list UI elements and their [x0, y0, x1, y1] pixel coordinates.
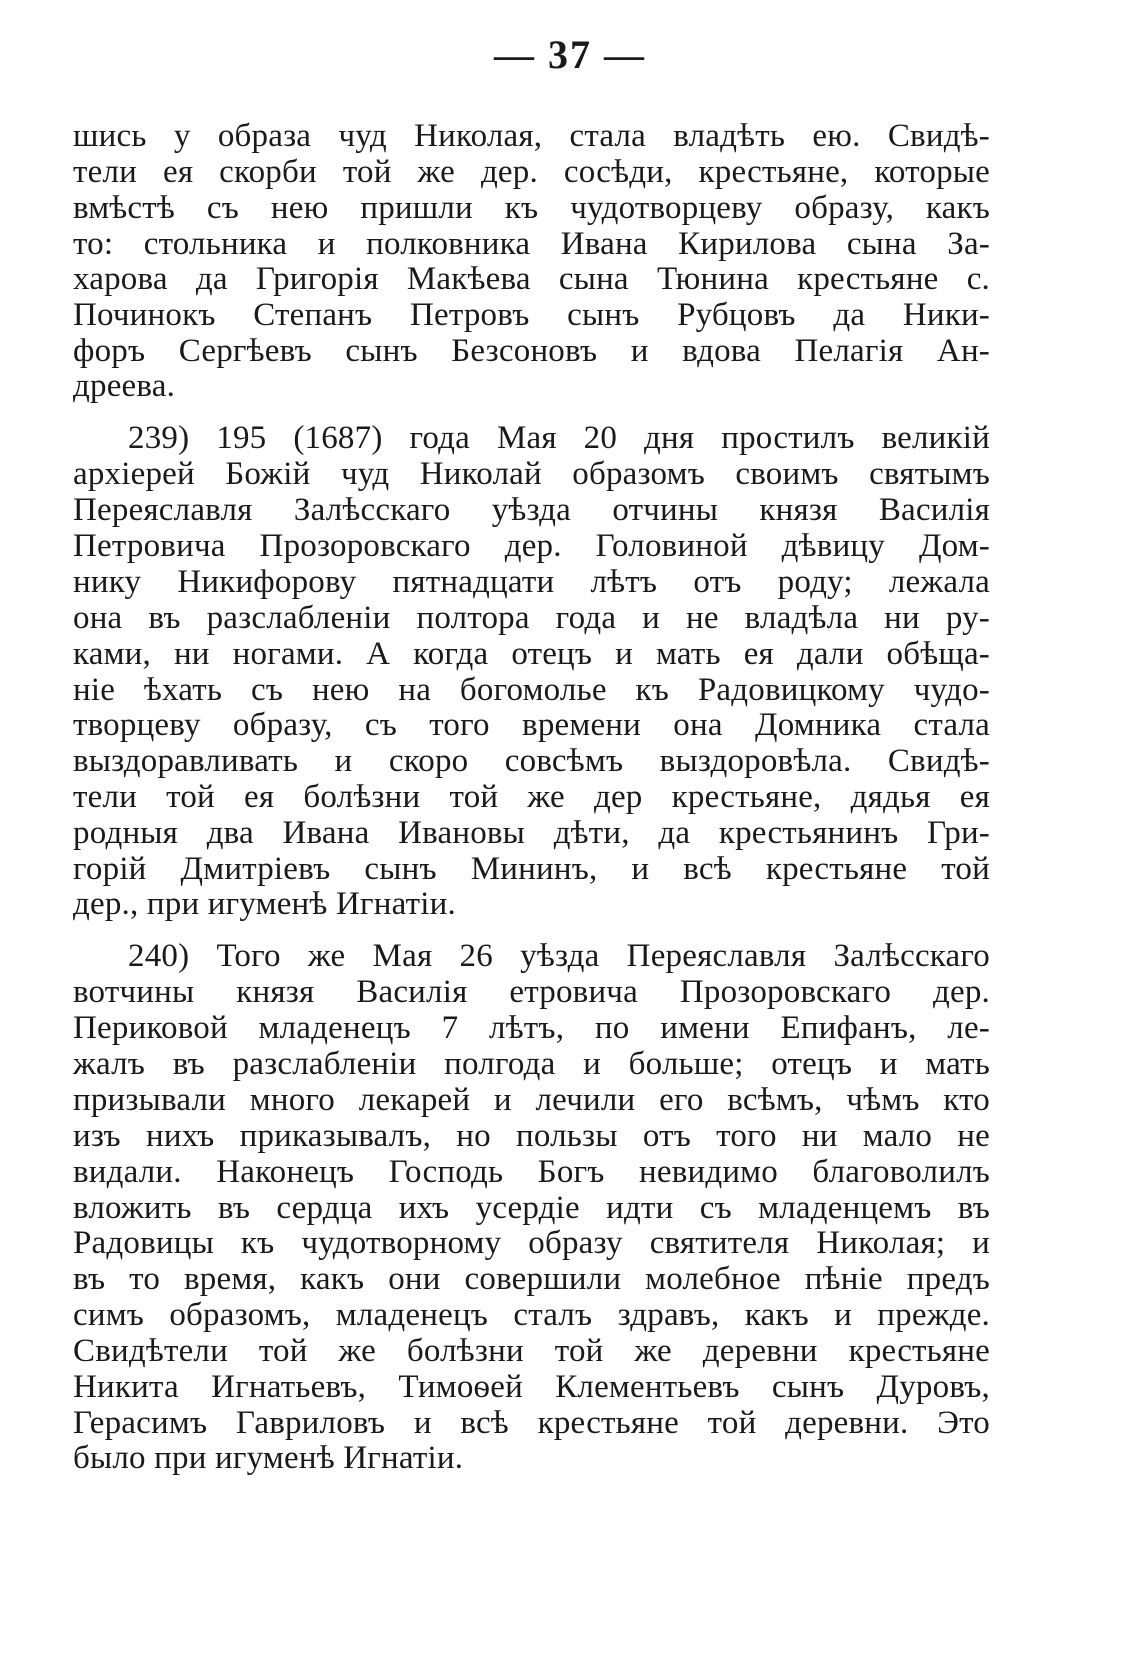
page-number: — 37 —: [494, 32, 646, 77]
text-line: Периковой младенецъ 7 лѣтъ, по имени Епифанъ, ле-: [73, 1010, 990, 1046]
text-line: нику Никифорову пятнадцати лѣтъ отъ роду; лежала: [73, 564, 990, 600]
text-line: призывали много лекарей и лечили его всѣмъ, чѣмъ кто: [73, 1082, 990, 1118]
text-line: Радовицы къ чудотворному образу святителя Николая; и: [73, 1225, 990, 1261]
text-line: родныя два Ивана Ивановы дѣти, да крестьянинъ Гри-: [73, 815, 990, 851]
text-line: видали. Наконецъ Господь Богъ невидимо благоволилъ: [73, 1154, 990, 1190]
text-line: то: стольника и полковника Ивана Кирилова сына За-: [73, 226, 990, 262]
text-line: 240) Того же Мая 26 уѣзда Переяславля Залѣсскаго: [128, 938, 990, 974]
text-line: творцеву образу, съ того времени она Домника стала: [73, 707, 990, 743]
text-line: Никита Игнатьевъ, Тимоѳей Клементьевъ сынъ Дуровъ,: [73, 1369, 990, 1405]
text-line: вмѣстѣ съ нею пришли къ чудотворцеву образу, какъ: [73, 190, 990, 226]
text-line: симъ образомъ, младенецъ сталъ здравъ, какъ и прежде.: [73, 1297, 990, 1333]
text-line: Починокъ Степанъ Петровъ сынъ Рубцовъ да Ники-: [73, 297, 990, 333]
text-line: она въ разслабленіи полтора года и не владѣла ни ру-: [73, 600, 990, 636]
text-line: ніе ѣхать съ нею на богомолье къ Радовицкому чудо-: [73, 672, 990, 708]
text-line: жалъ въ разслабленіи полгода и больше; отецъ и мать: [73, 1046, 990, 1082]
text-line: тели той ея болѣзни той же дер крестьяне, дядья ея: [73, 779, 990, 815]
text-line: Переяславля Залѣсскаго уѣзда отчины князя Василія: [73, 492, 990, 528]
text-line: дреева.: [73, 368, 176, 404]
text-line: выздоравливать и скоро совсѣмъ выздоровѣла. Свидѣ-: [73, 743, 990, 779]
text-line: дер., при игуменѣ Игнатіи.: [73, 886, 456, 922]
text-line: въ то время, какъ они совершили молебное пѣніе предъ: [73, 1261, 990, 1297]
text-line: изъ нихъ приказывалъ, но пользы отъ того ни мало не: [73, 1118, 990, 1154]
text-line: вотчины князя Василія етровича Прозоровскаго дер.: [73, 974, 990, 1010]
text-line: харова да Григорія Макѣева сына Тюнина крестьяне с.: [73, 261, 990, 297]
text-line: Свидѣтели той же болѣзни той же деревни крестьяне: [73, 1333, 990, 1369]
text-line: тели ея скорби той же дер. сосѣди, крестьяне, которые: [73, 154, 990, 190]
text-line: было при игуменѣ Игнатіи.: [73, 1440, 464, 1476]
text-line: 239) 195 (1687) года Мая 20 дня простилъ великій: [128, 420, 990, 456]
text-line: Петровича Прозоровскаго дер. Головиной дѣвицу Дом-: [73, 528, 990, 564]
text-line: вложить въ сердца ихъ усердіе идти съ младенцемъ въ: [73, 1190, 990, 1226]
text-line: Герасимъ Гавриловъ и всѣ крестьяне той деревни. Это: [73, 1405, 990, 1441]
text-line: горій Дмитріевъ сынъ Мининъ, и всѣ крестьяне той: [73, 851, 990, 887]
text-line: шись у образа чуд Николая, стала владѣть ею. Свидѣ-: [73, 118, 990, 154]
text-line: ками, ни ногами. А когда отецъ и мать ея дали обѣща-: [73, 636, 990, 672]
text-line: архіерей Божій чуд Николай образомъ своимъ святымъ: [73, 456, 990, 492]
text-line: форъ Сергѣевъ сынъ Безсоновъ и вдова Пелагія Ан-: [73, 333, 990, 369]
